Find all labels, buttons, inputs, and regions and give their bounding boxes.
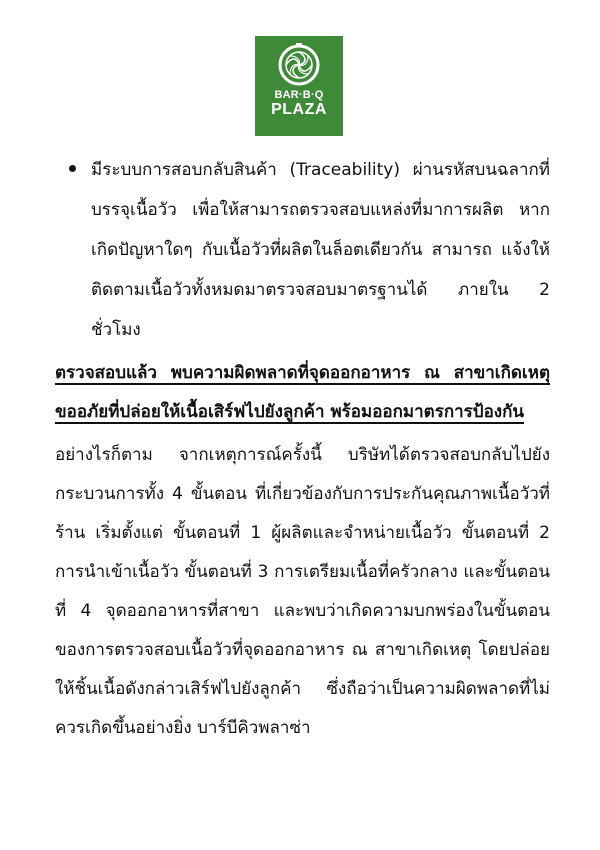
logo-text-plaza: PLAZA [271,101,327,118]
grill-emblem-icon [277,43,321,87]
bullet-item [55,150,550,350]
bullet-text: มีระบบการสอบกลับสินค้า (Traceability) ผ่านรหัสบนฉลากที่บรรจุเนื้อวัว เพื่อให้สามารถตรวจสอบแหล่งที่มาการผลิต หากเกิดปัญหาใดๆ กับเนื้อวัวที่ผลิตในล็อตเดียวกัน สามารถ แจ้งให้ ติดตามเนื้อวัวทั้งหมดมาตรวจสอบมาตรฐานได้ ภายใน 2 ชั่วโมง [91,160,550,340]
bullet-icon [69,165,76,172]
section-heading: ตรวจสอบแล้ว พบความผิดพลาดที่จุดออกอาหาร ณ สาขาเกิดเหตุ ขออภัยที่ปล่อยให้เนื้อเสิร์ฟไปยังลูกค้า พร้อมออกมาตรการป้องกัน [55,363,550,422]
document-body [55,150,550,748]
body-paragraph: อย่างไรก็ตาม จากเหตุการณ์ครั้งนี้ บริษัทได้ตรวจสอบกลับไปยังกระบวนการทั้ง 4 ขั้นตอน ที่เกี่ยวข้องกับการประกันคุณภาพเนื้อวัวที่ร้าน เริ่มตั้งแต่ ขั้นตอนที่ 1 ผู้ผลิตและจำหน่ายเนื้อวัว ขั้นตอนที่ 2 การนำเข้าเนื้อวัว ขั้นตอนที่ 3 การเตรียมเนื้อที่ครัวกลาง และขั้นตอนที่ 4 จุดออกอาหารที่สาขา และพบว่าเกิดความบกพร่องในขั้นตอนของการตรวจสอบเนื้อวัวที่จุดออกอาหาร ณ สาขาเกิดเหตุ โดยปล่อยให้ชิ้นเนื้อดังกล่าวเสิร์ฟไปยังลูกค้า ซึ่งถือว่าเป็นความผิดพลาดที่ไม่ควรเกิดขึ้นอย่างยิ่ง บาร์บีคิวพลาซ่า [55,445,550,738]
logo-text-barbq: BAR·B·Q [274,89,324,101]
brand-logo [255,36,343,136]
